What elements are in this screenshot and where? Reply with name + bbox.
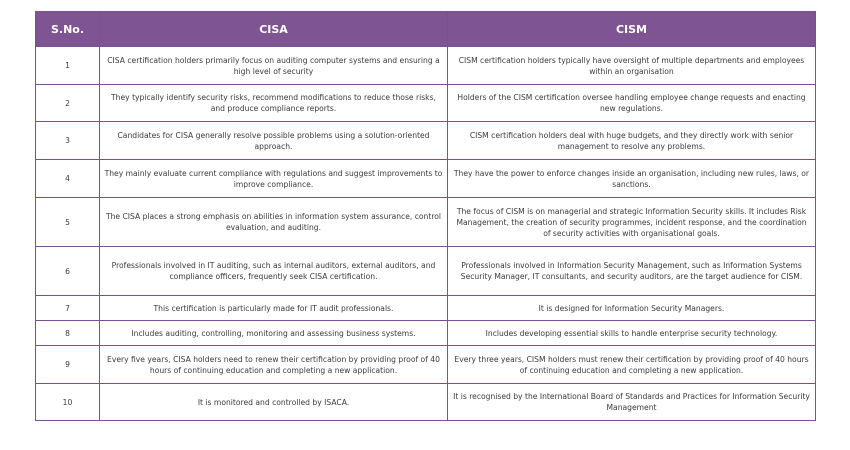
table-header-row (36, 12, 816, 47)
cell-cism: It is designed for Information Security Managers. (448, 296, 816, 321)
cell-cisa: CISA certification holders primarily focus on auditing computer systems and ensuring a high level of security (100, 47, 448, 85)
table-row (36, 47, 816, 85)
cell-cisa: Includes auditing, controlling, monitoring and assessing business systems. (100, 321, 448, 346)
cell-sno: 10 (36, 384, 100, 421)
table-row (36, 198, 816, 247)
table-row (36, 160, 816, 198)
cell-sno: 9 (36, 346, 100, 384)
header-cism: CISM (448, 12, 816, 47)
cell-sno: 3 (36, 122, 100, 160)
cell-cism: The focus of CISM is on managerial and strategic Information Security skills. It includes Risk Management, the creation of security programmes, incident response, and the coordination of security activities with organisational goals. (448, 198, 816, 247)
cell-sno: 7 (36, 296, 100, 321)
table-row (36, 321, 816, 346)
cell-cisa: They mainly evaluate current compliance with regulations and suggest improvements to improve compliance. (100, 160, 448, 198)
header-sno: S.No. (36, 12, 100, 47)
cell-cisa: Candidates for CISA generally resolve possible problems using a solution-oriented approach. (100, 122, 448, 160)
cell-cism: Holders of the CISM certification oversee handling employee change requests and enacting new regulations. (448, 85, 816, 122)
cisa-vs-cism-table (35, 11, 816, 421)
table-row (36, 85, 816, 122)
cell-cisa: Professionals involved in IT auditing, such as internal auditors, external auditors, and compliance officers, frequently seek CISA certification. (100, 247, 448, 296)
cell-sno: 6 (36, 247, 100, 296)
cell-sno: 1 (36, 47, 100, 85)
cell-cism: Includes developing essential skills to handle enterprise security technology. (448, 321, 816, 346)
comparison-table-container (35, 11, 815, 421)
table-row (36, 296, 816, 321)
table-row (36, 247, 816, 296)
cell-sno: 5 (36, 198, 100, 247)
table-row (36, 122, 816, 160)
cell-cism: They have the power to enforce changes inside an organisation, including new rules, laws, or sanctions. (448, 160, 816, 198)
cell-cisa: Every five years, CISA holders need to renew their certification by providing proof of 40 hours of continuing education and completing a new application. (100, 346, 448, 384)
table-row (36, 384, 816, 421)
cell-cisa: The CISA places a strong emphasis on abilities in information system assurance, control evaluation, and auditing. (100, 198, 448, 247)
cell-cisa: They typically identify security risks, recommend modifications to reduce those risks, and produce compliance reports. (100, 85, 448, 122)
cell-cism: Professionals involved in Information Security Management, such as Information Systems Security Manager, IT consultants, and security auditors, are the target audience for CISM. (448, 247, 816, 296)
cell-cism: Every three years, CISM holders must renew their certification by providing proof of 40 hours of continuing education and completing a new application. (448, 346, 816, 384)
cell-cism: CISM certification holders typically have oversight of multiple departments and employees within an organisation (448, 47, 816, 85)
cell-sno: 2 (36, 85, 100, 122)
cell-cisa: This certification is particularly made for IT audit professionals. (100, 296, 448, 321)
cell-sno: 4 (36, 160, 100, 198)
cell-cisa: It is monitored and controlled by ISACA. (100, 384, 448, 421)
cell-cism: CISM certification holders deal with huge budgets, and they directly work with senior management to resolve any problems. (448, 122, 816, 160)
cell-sno: 8 (36, 321, 100, 346)
header-cisa: CISA (100, 12, 448, 47)
table-row (36, 346, 816, 384)
cell-cism: It is recognised by the International Board of Standards and Practices for Information Security Management (448, 384, 816, 421)
